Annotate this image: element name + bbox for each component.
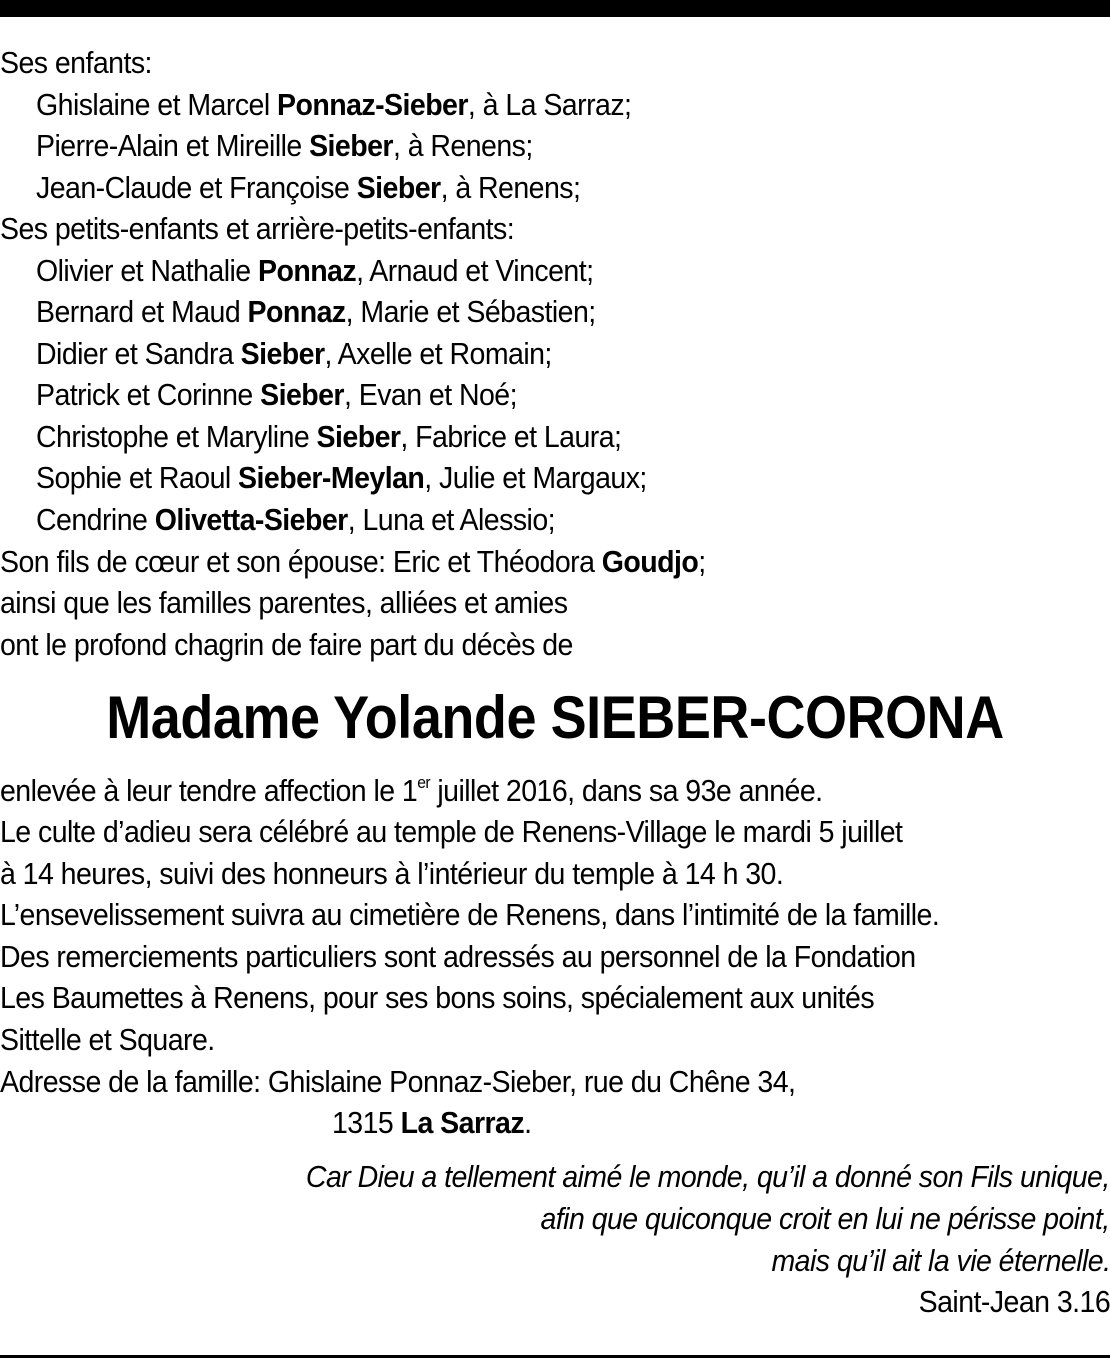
ceremony-line: Des remerciements particuliers sont adressés au personnel de la Fondation	[0, 939, 916, 974]
grandchild-line: Olivier et Nathalie Ponnaz, Arnaud et Vincent;	[36, 253, 594, 288]
heart-son-line: Son fils de cœur et son épouse: Eric et Théodora Goudjo;	[0, 544, 706, 579]
grandchild-line: Sophie et Raoul Sieber-Meylan, Julie et Margaux;	[36, 460, 647, 495]
families-line: ainsi que les familles parentes, alliées et amies	[0, 585, 568, 620]
verse-line: mais qu’il ait la vie éternelle.	[770, 1243, 1110, 1278]
grandchild-line: Cendrine Olivetta-Sieber, Luna et Alessio;	[36, 502, 556, 537]
children-heading: Ses enfants:	[0, 45, 152, 80]
grandchild-line: Patrick et Corinne Sieber, Evan et Noé;	[36, 377, 517, 412]
child-line: Jean-Claude et Françoise Sieber, à Renens;	[36, 170, 581, 205]
child-line: Pierre-Alain et Mireille Sieber, à Renens;	[36, 128, 533, 163]
ceremony-line: Le culte d’adieu sera célébré au temple de Renens-Village le mardi 5 juillet	[0, 814, 903, 849]
verse-line: afin que quiconque croit en lui ne périsse point,	[540, 1201, 1110, 1236]
death-line: enlevée à leur tendre affection le 1er juillet 2016, dans sa 93e année.	[0, 773, 823, 808]
verse-reference: Saint-Jean 3.16	[918, 1284, 1110, 1319]
grandchildren-heading: Ses petits-enfants et arrière-petits-enfants:	[0, 211, 515, 246]
deceased-name: Madame Yolande SIEBER-CORONA	[106, 684, 1004, 751]
child-line: Ghislaine et Marcel Ponnaz-Sieber, à La Sarraz;	[36, 87, 632, 122]
verse-line: Car Dieu a tellement aimé le monde, qu’il a donné son Fils unique,	[306, 1159, 1110, 1194]
ceremony-line: Sittelle et Square.	[0, 1022, 215, 1057]
ceremony-line: Les Baumettes à Renens, pour ses bons soins, spécialement aux unités	[0, 980, 875, 1015]
address-town-line: 1315 La Sarraz.	[332, 1105, 532, 1140]
grandchild-line: Didier et Sandra Sieber, Axelle et Romain;	[36, 336, 552, 371]
announce-line: ont le profond chagrin de faire part du décès de	[0, 627, 573, 662]
ceremony-line: L’ensevelissement suivra au cimetière de Renens, dans l’intimité de la famille.	[0, 897, 940, 932]
grandchild-line: Bernard et Maud Ponnaz, Marie et Sébastien;	[36, 294, 596, 329]
ceremony-line: à 14 heures, suivi des honneurs à l’intérieur du temple à 14 h 30.	[0, 856, 784, 891]
top-border	[0, 0, 1110, 17]
grandchild-line: Christophe et Maryline Sieber, Fabrice et Laura;	[36, 419, 622, 454]
address-line: Adresse de la famille: Ghislaine Ponnaz-Sieber, rue du Chêne 34,	[0, 1064, 796, 1099]
